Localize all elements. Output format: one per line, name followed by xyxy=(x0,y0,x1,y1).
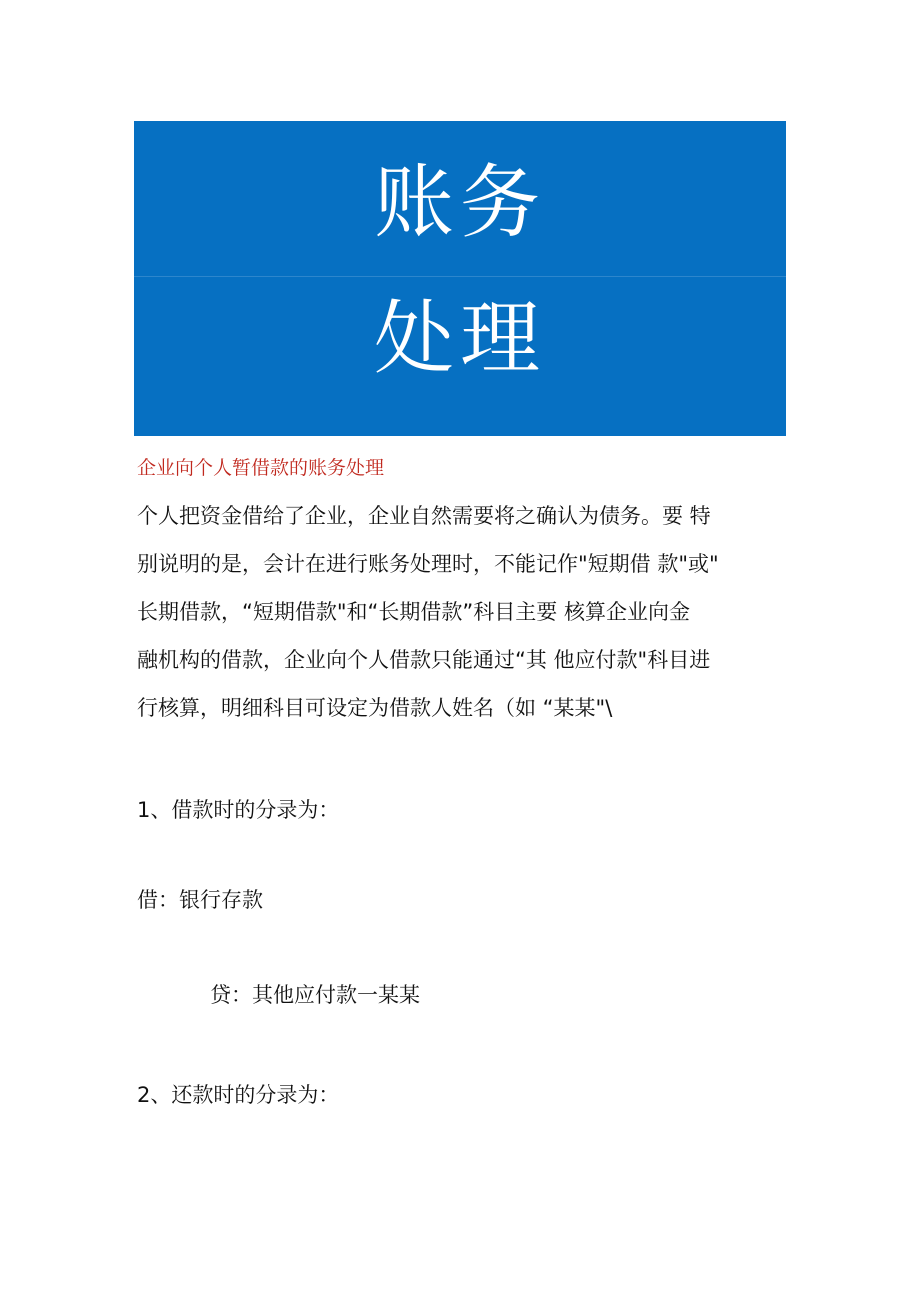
banner-divider xyxy=(134,276,786,277)
paragraph-line: 融机构的借款，企业向个人借款只能通过“其 他应付款"科目进 xyxy=(137,648,711,672)
step-2-heading: 2、还款时的分录为： xyxy=(137,1083,340,1107)
debit-entry: 借：银行存款 xyxy=(137,888,263,912)
paragraph-line: 行核算，明细科目可设定为借款人姓名（如 “某某"\ xyxy=(137,696,613,720)
step-1-heading: 1、借款时的分录为： xyxy=(137,798,340,822)
title-banner xyxy=(134,121,786,436)
intro-paragraph xyxy=(137,492,787,732)
banner-title-line-2: 处理 xyxy=(374,292,546,385)
paragraph-line: 长期借款，“短期借款"和“长期借款”科目主要 核算企业向金 xyxy=(137,600,690,624)
paragraph-line: 个人把资金借给了企业，企业自然需要将之确认为债务。要 特 xyxy=(137,504,711,528)
paragraph-line: 别说明的是，会计在进行账务处理时，不能记作"短期借 款"或" xyxy=(137,552,719,576)
banner-title-line-1: 账务 xyxy=(374,156,546,249)
article-subtitle: 企业向个人暂借款的账务处理 xyxy=(137,457,385,479)
credit-entry: 贷：其他应付款一某某 xyxy=(210,983,420,1007)
